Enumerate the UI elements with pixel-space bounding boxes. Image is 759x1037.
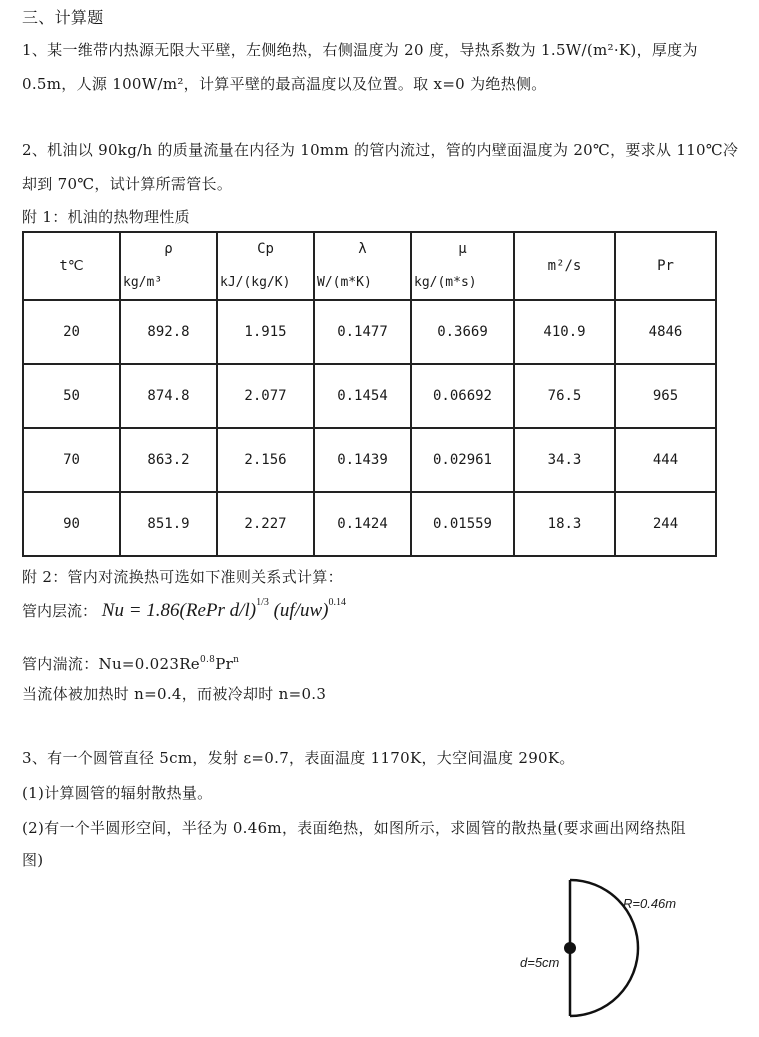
table-cell: 76.5: [514, 364, 615, 428]
table-cell: 2.227: [217, 492, 314, 556]
header-cell: m²/s: [514, 232, 615, 300]
diameter-label: d=5cm: [520, 955, 560, 970]
table-cell: 34.3: [514, 428, 615, 492]
table-cell: 0.02961: [411, 428, 514, 492]
turbulent-pr: Pr: [215, 655, 234, 673]
table-cell: 244: [615, 492, 716, 556]
table-cell: 892.8: [120, 300, 217, 364]
turbulent-exp-pr: n: [233, 655, 240, 665]
turbulent-label: 管内湍流：: [22, 655, 99, 673]
semicircle-diagram: [520, 872, 720, 1022]
table-row: [23, 300, 716, 364]
laminar-exp1: 1/3: [256, 597, 269, 608]
turbulent-exp-re: 0.8: [199, 655, 216, 665]
table-cell: 50: [23, 364, 120, 428]
table-cell: 444: [615, 428, 716, 492]
table-cell: 2.077: [217, 364, 314, 428]
table-cell: 410.9: [514, 300, 615, 364]
header-cell: Cp kJ/(kg/K): [217, 232, 314, 300]
note-n: 当流体被加热时 n=0.4，而被冷却时 n=0.3: [22, 685, 327, 703]
radius-label: R=0.46m: [623, 896, 677, 911]
appendix2-title: 附 2：管内对流换热可选如下准则关系式计算：: [22, 568, 343, 586]
section-title: 三、计算题: [22, 8, 104, 27]
header-cell: λ W/(m*K): [314, 232, 411, 300]
table-cell: 965: [615, 364, 716, 428]
semicircle-figure: [520, 872, 720, 1026]
turbulent-formula: [22, 654, 239, 677]
header-cell: ρ kg/m³: [120, 232, 217, 300]
table-cell: 18.3: [514, 492, 615, 556]
q3-part1: (1)计算圆管的辐射散热量。: [22, 784, 213, 802]
oil-properties-table: [22, 231, 717, 557]
table-cell: 0.01559: [411, 492, 514, 556]
q3-line1: 3、有一个圆管直径 5cm，发射 ε=0.7，表面温度 1170K，大空间温度 290K。: [22, 749, 575, 767]
table-cell: 874.8: [120, 364, 217, 428]
table-cell: 0.3669: [411, 300, 514, 364]
table-cell: 851.9: [120, 492, 217, 556]
q1-line1: 1、某一维带内热源无限大平壁，左侧绝热，右侧温度为 20 度，导热系数为 1.5W/(m²·K)，厚度为: [22, 41, 698, 59]
q2-line1: 2、机油以 90kg/h 的质量流量在内径为 10mm 的管内流过，管的内壁面温度为 20℃，要求从 110℃冷: [22, 141, 739, 159]
table-header-row: [23, 232, 716, 300]
q2-line2: 却到 70℃，试计算所需管长。: [22, 175, 233, 193]
table-cell: 70: [23, 428, 120, 492]
table-row: [23, 364, 716, 428]
table-cell: 0.1454: [314, 364, 411, 428]
table-row: [23, 492, 716, 556]
laminar-ratio: (uf/uw): [273, 600, 329, 621]
tube-dot: [564, 942, 576, 954]
q1-line2: 0.5m，人源 100W/m²，计算平壁的最高温度以及位置。取 x=0 为绝热侧。: [22, 75, 547, 93]
laminar-exp2: 0.14: [328, 597, 346, 608]
appendix1-title: 附 1：机油的热物理性质: [22, 208, 190, 226]
table-row: [23, 428, 716, 492]
q3-part2-line1: (2)有一个半圆形空间，半径为 0.46m，表面绝热，如图所示，求圆管的散热量(要求画出网络热阻: [22, 819, 686, 837]
header-cell: t℃: [23, 232, 120, 300]
laminar-label: 管内层流：: [22, 602, 98, 620]
laminar-lhs: Nu = 1.86: [101, 600, 180, 621]
table-cell: 90: [23, 492, 120, 556]
table-cell: 2.156: [217, 428, 314, 492]
header-cell: μ kg/(m*s): [411, 232, 514, 300]
table-cell: 0.06692: [411, 364, 514, 428]
table-cell: 20: [23, 300, 120, 364]
table-cell: 0.1439: [314, 428, 411, 492]
q3-part2-line2: 图): [22, 851, 44, 869]
table-cell: 863.2: [120, 428, 217, 492]
table-cell: 4846: [615, 300, 716, 364]
table-cell: 0.1477: [314, 300, 411, 364]
table-cell: 0.1424: [314, 492, 411, 556]
laminar-inner: RePr d/l: [185, 600, 250, 621]
turbulent-re: Nu=0.023Re: [98, 655, 200, 673]
laminar-formula: 管内层流： Nu = 1.86(RePr d/l)$^{1/3}$ $(uf/uw)^{0.14}$: [22, 597, 346, 621]
table-cell: 1.915: [217, 300, 314, 364]
header-cell: Pr: [615, 232, 716, 300]
